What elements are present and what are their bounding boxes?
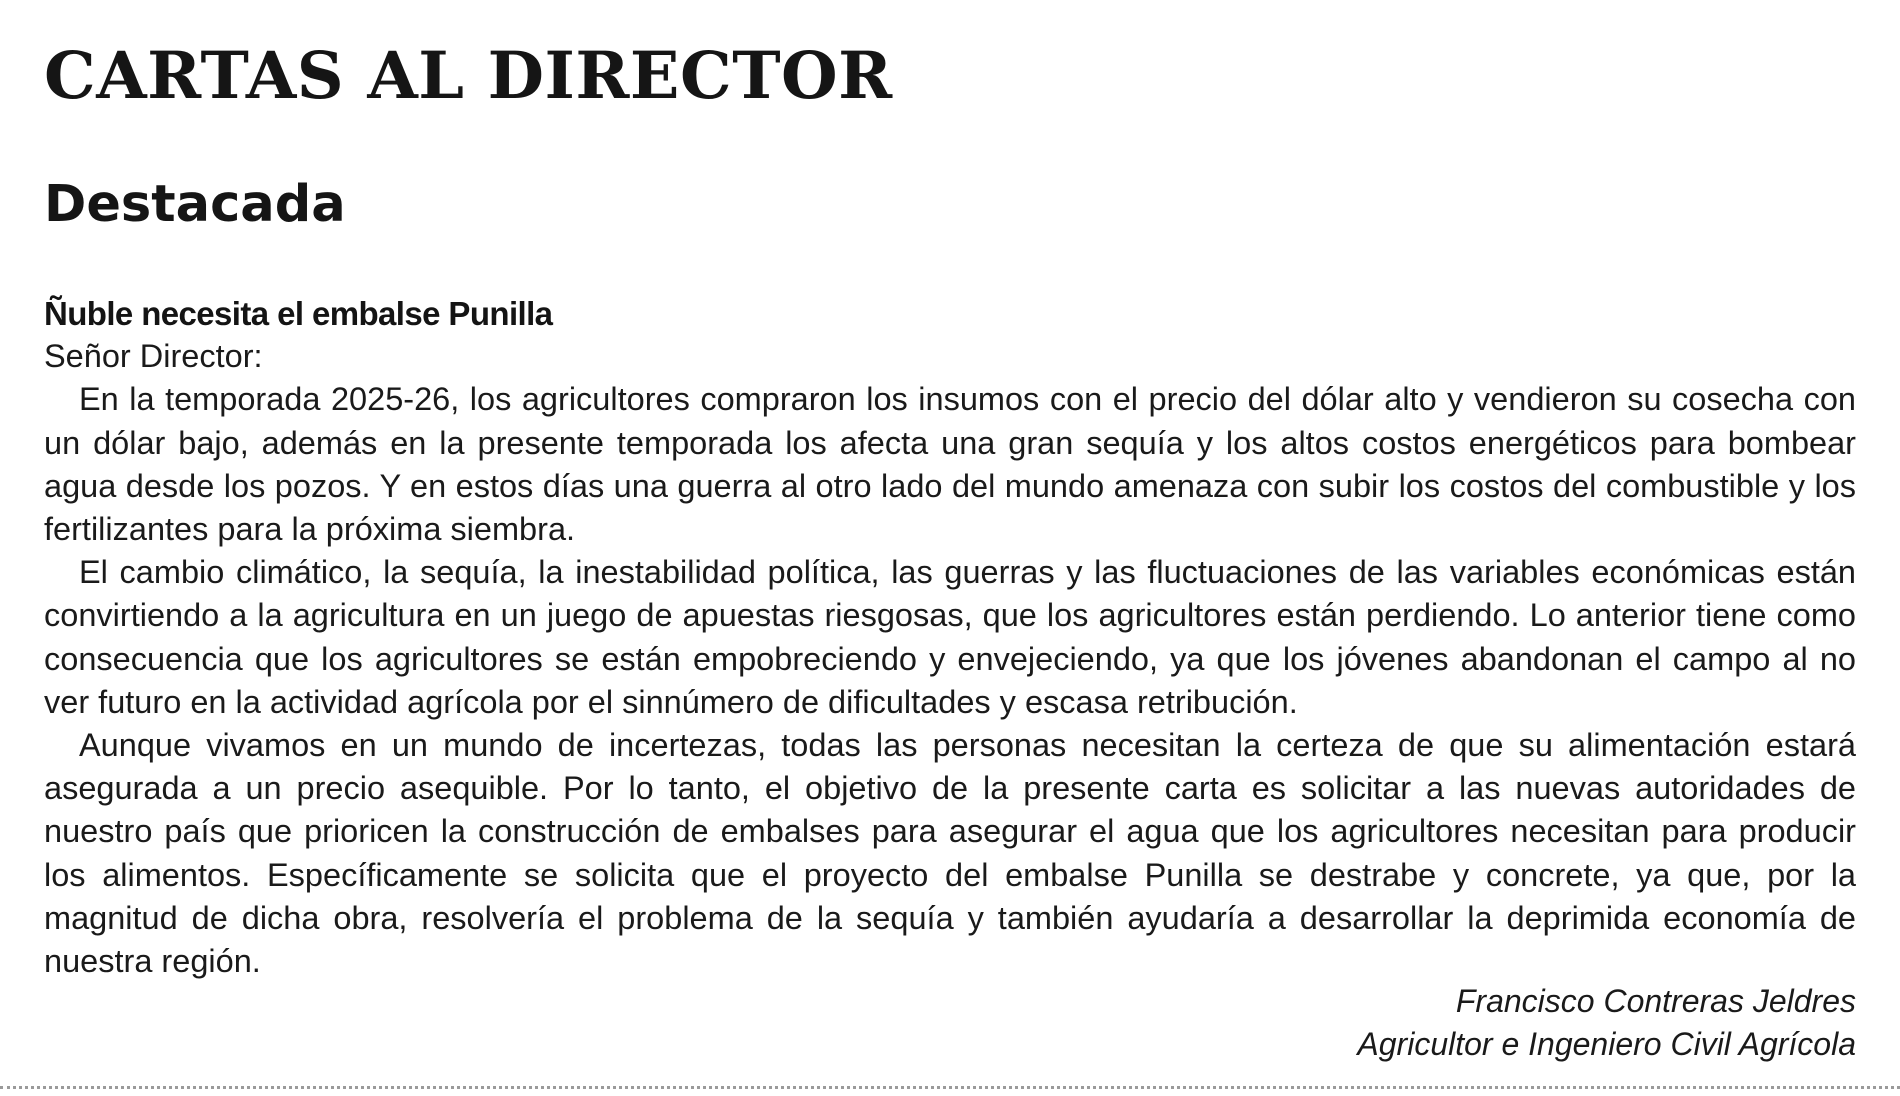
letter-paragraph: En la temporada 2025-26, los agricultores compraron los insumos con el precio del dólar alto y vendieron su cosecha con un dólar bajo, además en la presente temporada los afecta una gran sequía y los altos costos energéticos para bombear agua desde los pozos. Y en estos días una guerra al otro lado del mundo amenaza con subir los costos del combustible y los fertilizantes para la próxima siembra. [44, 381, 1856, 548]
dotted-divider [0, 1086, 1900, 1089]
author-name: Francisco Contreras Jeldres [1455, 983, 1856, 1019]
letter-paragraph: Aunque vivamos en un mundo de incertezas, todas las personas necesitan la certeza de que su alimentación estará asegurada a un precio asequible. Por lo tanto, el objetivo de la presente carta es solicitar a las nuevas autoridades de nuestro país que prioricen la construcción de embalses para asegurar el agua que los agricultores necesitan para producir los alimentos. Específicamente se solicita que el proyecto del embalse Punilla se destrabe y concrete, ya que, por la magnitud de dicha obra, resolvería el problema de la sequía y también ayudaría a desarrollar la deprimida economía de nuestra región. [44, 727, 1856, 980]
featured-letter [44, 292, 1856, 983]
letter-signature [1357, 980, 1856, 1066]
letter-title: Ñuble necesita el embalse Punilla [44, 295, 553, 332]
section-title: CARTAS AL DIRECTOR [44, 38, 893, 114]
letter-paragraph: El cambio climático, la sequía, la inestabilidad política, las guerras y las fluctuaciones de las variables económicas están convirtiendo a la agricultura en un juego de apuestas riesgosas, que los agricultores están perdiendo. Lo anterior tiene como consecuencia que los agricultores se están empobreciendo y envejeciendo, ya que los jóvenes abandonan el campo al no ver futuro en la actividad agrícola por el sinnúmero de dificultades y escasa retribución. [44, 554, 1856, 720]
author-role: Agricultor e Ingeniero Civil Agrícola [1357, 1026, 1856, 1062]
letter-salutation: Señor Director: [44, 338, 263, 375]
featured-subtitle: Destacada [44, 175, 346, 234]
